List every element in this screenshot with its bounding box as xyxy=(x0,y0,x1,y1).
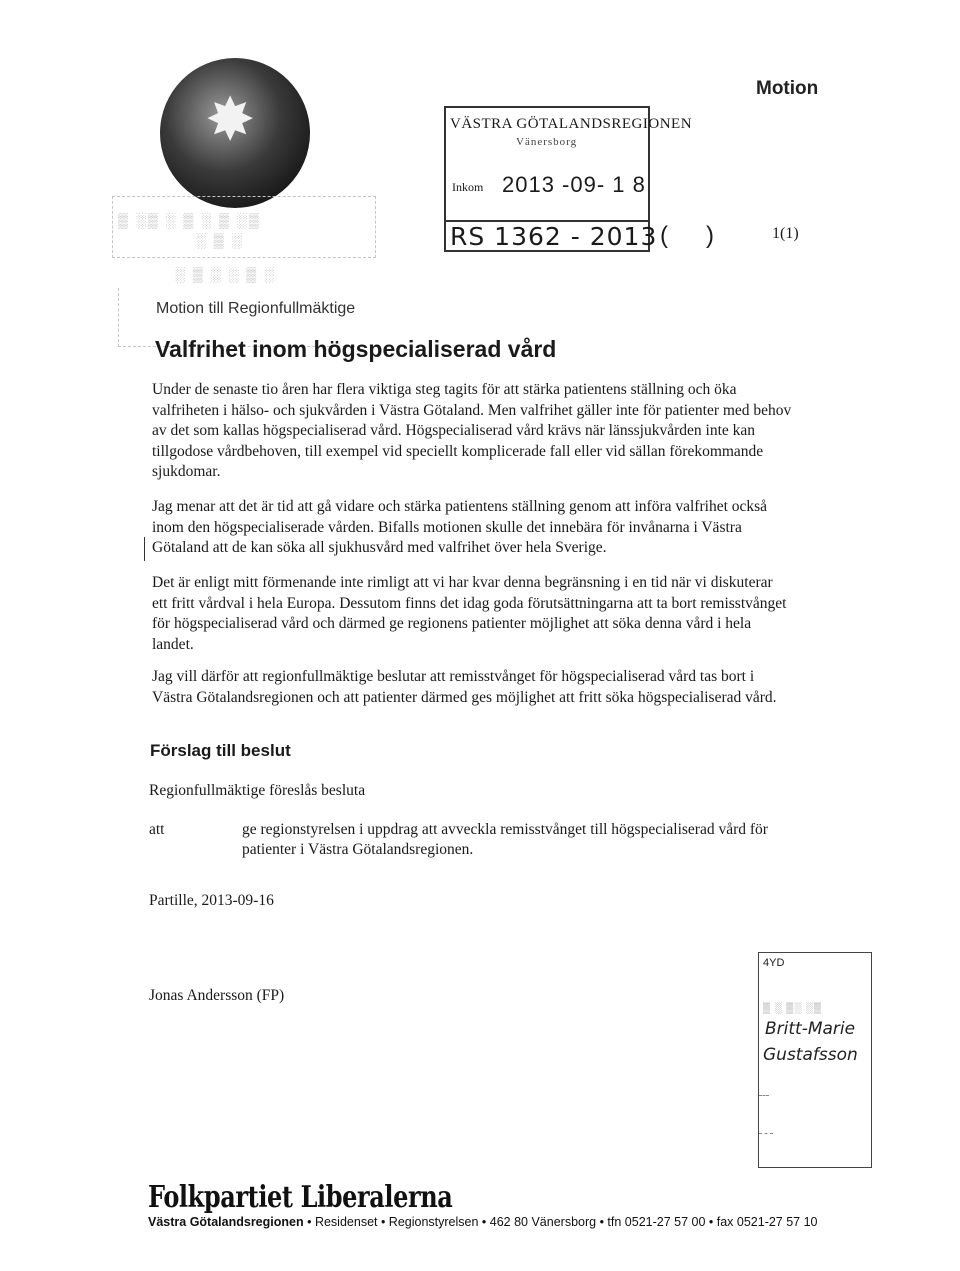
proposal-heading: Förslag till beslut xyxy=(150,741,291,760)
paren-open: ( xyxy=(660,222,668,249)
signature-handwritten: Britt-Marie xyxy=(765,1019,856,1039)
proposal-intro: Regionfullmäktige föreslås besluta xyxy=(149,782,366,799)
faint-stamp-text: ▒ ░▒ ░ ▒ ░ ▒ ░▒ xyxy=(118,212,261,228)
handling-code: 4YD xyxy=(763,957,785,969)
stamp-date: 2013 -09- 1 8 xyxy=(502,172,646,197)
stamp-region: VÄSTRA GÖTALANDSREGIONEN xyxy=(450,116,693,132)
document-type: Motion till Regionfullmäktige xyxy=(156,300,356,317)
paren-close: ) xyxy=(706,222,714,249)
faint-text: ▒ ░ ▒░ ░▒ xyxy=(763,1003,823,1014)
handling-box xyxy=(758,952,872,1168)
place-date: Partille, 2013-09-16 xyxy=(149,892,274,909)
stamp-reference: RS 1362 - 2013 xyxy=(450,222,658,251)
stamp-inkom-label: Inkom xyxy=(452,180,484,194)
body-paragraph: Jag vill därför att regionfullmäktige beslutar att remisstvånget för högspecialiserad vård tas bort i Västra Götalandsregionen och att patienter därmed ges möjlighet att fritt söka högspecialiserad vård. xyxy=(152,668,777,706)
footer-separator: • xyxy=(307,1215,315,1229)
footer-address xyxy=(148,1215,818,1229)
box-tick xyxy=(759,1095,769,1096)
proposal-att: att xyxy=(149,821,165,838)
margin-mark xyxy=(144,537,145,561)
proposal-line: ge regionstyrelsen i uppdrag att avveckla remisstvånget till högspecialiserad vård för xyxy=(242,821,768,838)
box-tick xyxy=(759,1133,773,1134)
footer-details: Residenset • Regionstyrelsen • 462 80 Vänersborg • tfn 0521-27 57 00 • fax 0521-27 57 10 xyxy=(314,1215,818,1229)
author: Jonas Andersson (FP) xyxy=(149,987,285,1004)
faint-stamp-text: ░ ▒ ░ ░ ▒ ░ xyxy=(175,266,276,282)
logo-star-icon: ✸ xyxy=(205,85,256,155)
body-paragraph: Jag menar att det är tid att gå vidare och stärka patientens ställning genom att införa valfrihet också inom den högspecialiserade vården. Bifalls motionen skulle det innebära för invånarna i Västra Götaland att de kan söka all sjukhusvård med valfrihet över hela Sverige. xyxy=(152,498,768,556)
document-title: Valfrihet inom högspecialiserad vård xyxy=(155,336,557,362)
stamp-town: Vänersborg xyxy=(516,136,578,148)
faint-stamp-text: ░ ▒ ░ xyxy=(196,232,244,248)
body-paragraph: Under de senaste tio åren har flera viktiga steg tagits för att stärka patientens ställning och öka valfriheten i hälso- och sjukvården i Västra Götaland. Men valfrihet gäller inte för patienter med behov av det som kallas högspecialiserad vård. Högspecialiserad vård krävs när länssjukvården inte kan tillgodose vårdbehoven, till exempel vid speciellt komplicerade fall eller vid sällan förekommande sjukdomar. xyxy=(152,381,792,480)
proposal-line: patienter i Västra Götalandsregionen. xyxy=(242,841,474,858)
signature-handwritten: Gustafsson xyxy=(763,1045,858,1065)
footer-org: Västra Götalandsregionen xyxy=(148,1215,304,1229)
party-name: Folkpartiet Liberalerna xyxy=(148,1180,453,1215)
doc-type-label: Motion xyxy=(756,78,819,99)
body-paragraph: Det är enligt mitt förmenande inte rimligt att vi har kvar denna begränsning i en tid när vi diskuterar ett fritt vårdval i hela Europa. Dessutom finns det idag goda förutsättningarna att ta bort remisstvånget för högspecialiserad vård och därmed ge regionens patienter möjlighet att söka denna vård i hela landet. xyxy=(152,574,787,653)
page-number: 1(1) xyxy=(772,225,799,242)
registration-stamp xyxy=(444,106,693,252)
